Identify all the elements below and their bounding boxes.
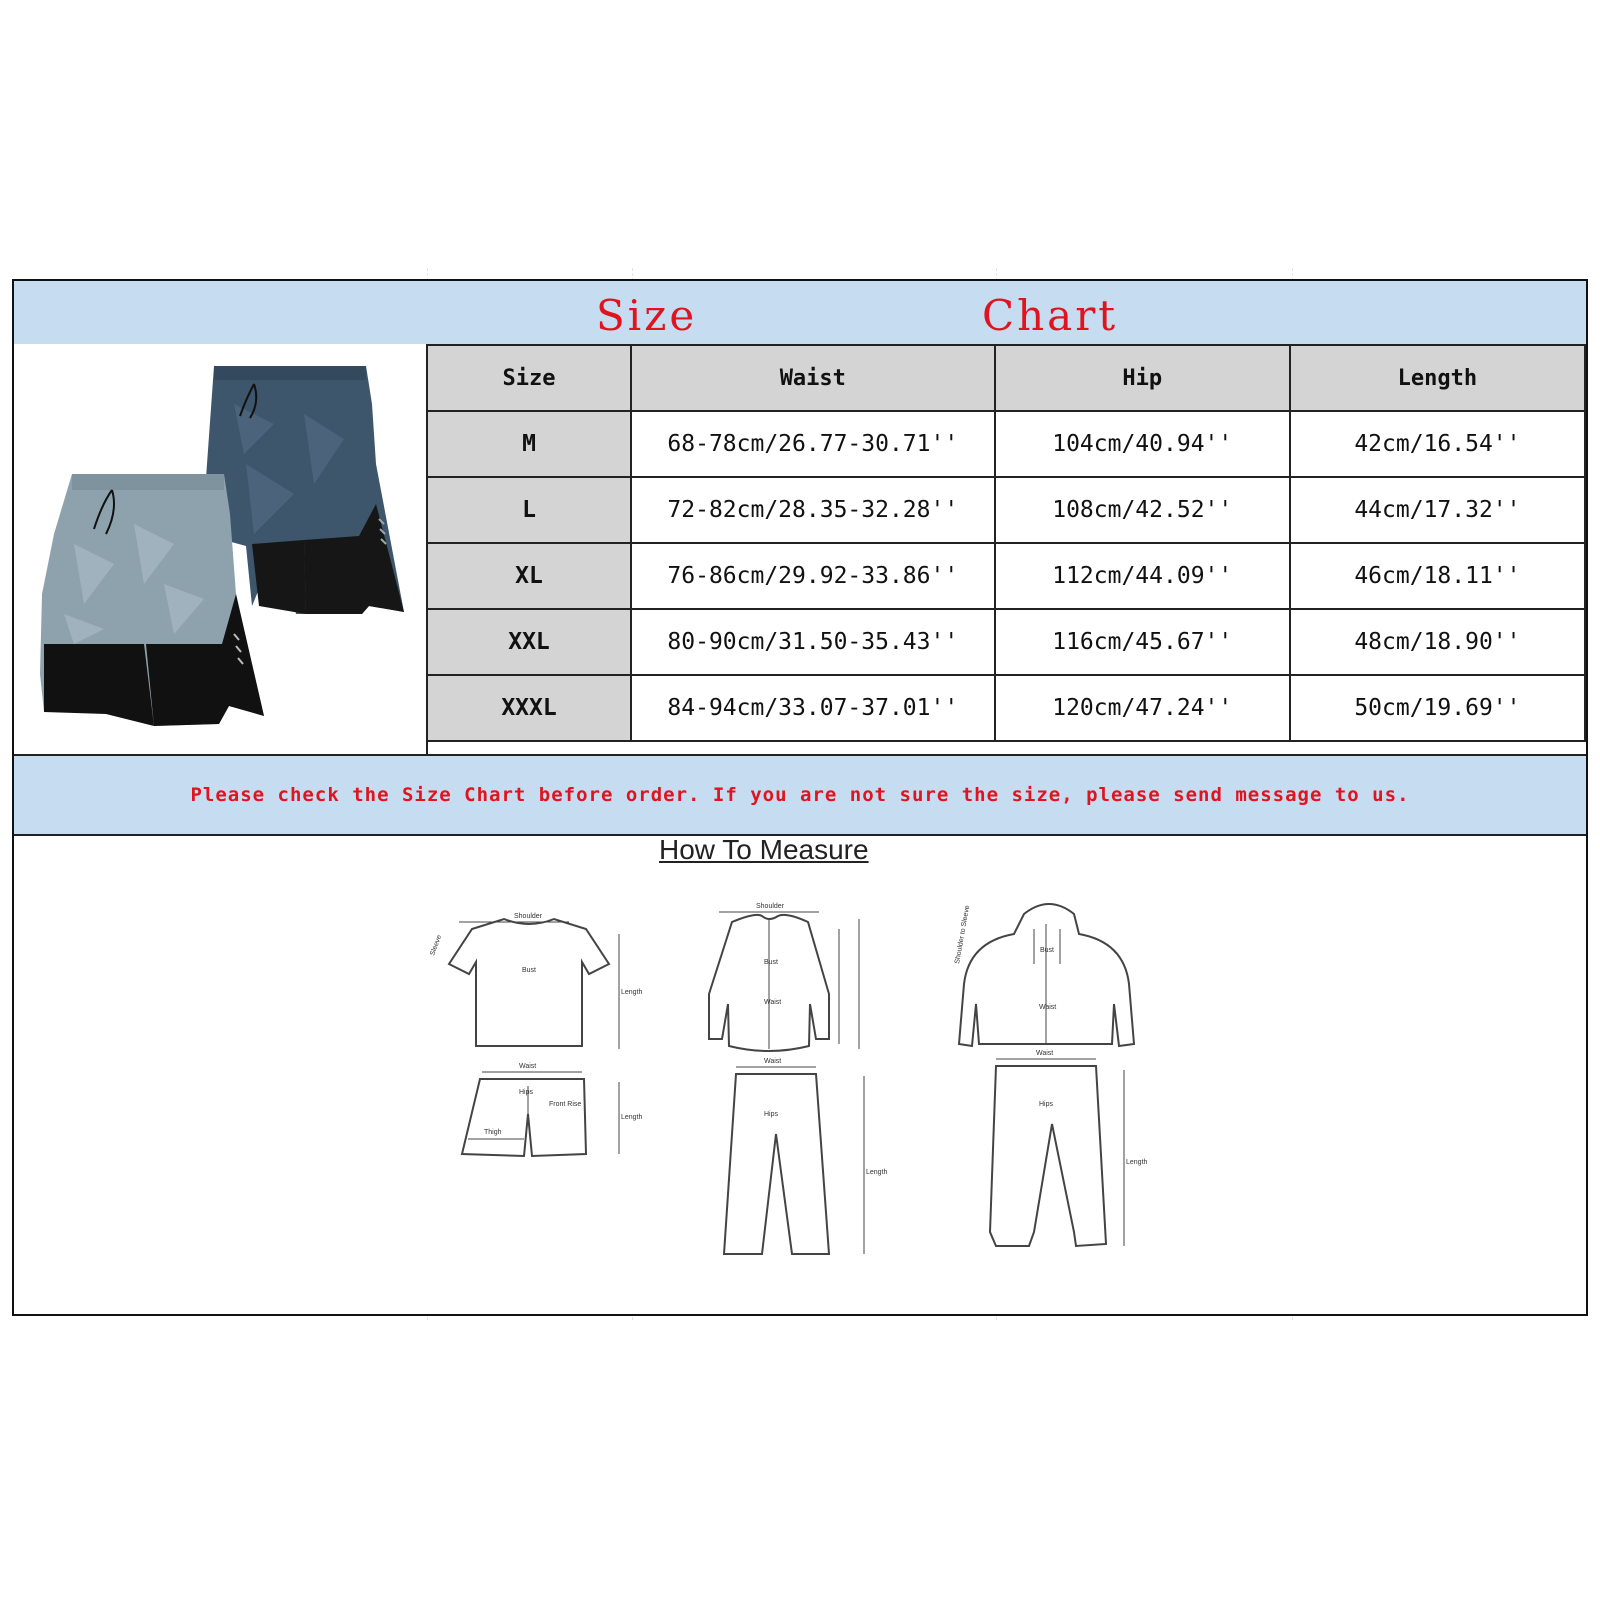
header-length: Length bbox=[1290, 345, 1585, 411]
length-cell: 42cm/16.54'' bbox=[1290, 411, 1585, 477]
waist-cell: 72-82cm/28.35-32.28'' bbox=[631, 477, 995, 543]
waist-cell: 68-78cm/26.77-30.71'' bbox=[631, 411, 995, 477]
size-table bbox=[426, 344, 1586, 742]
hip-cell: 104cm/40.94'' bbox=[995, 411, 1290, 477]
label-hips-shorts: Hips bbox=[519, 1089, 534, 1096]
hip-cell: 116cm/45.67'' bbox=[995, 609, 1290, 675]
header-hip: Hip bbox=[995, 345, 1290, 411]
table-row bbox=[427, 609, 1585, 675]
label-length-tshirt: Length bbox=[621, 989, 643, 996]
table-row bbox=[427, 675, 1585, 741]
size-cell: M bbox=[427, 411, 631, 477]
label-bust: Bust bbox=[522, 967, 537, 974]
label-hips-jogger: Hips bbox=[1039, 1101, 1054, 1108]
how-to-measure-section bbox=[384, 834, 1224, 1294]
header-waist: Waist bbox=[631, 345, 995, 411]
notice-banner bbox=[14, 754, 1586, 836]
label-length-pants: Length bbox=[866, 1169, 888, 1176]
label-waist-pants: Waist bbox=[764, 1058, 782, 1065]
hip-cell: 120cm/47.24'' bbox=[995, 675, 1290, 741]
label-front-rise: Front Rise bbox=[549, 1101, 582, 1108]
hip-cell: 112cm/44.09'' bbox=[995, 543, 1290, 609]
length-cell: 46cm/18.11'' bbox=[1290, 543, 1585, 609]
size-cell: XXL bbox=[427, 609, 631, 675]
how-to-measure-heading: How To Measure bbox=[659, 834, 869, 865]
label-shoulder-shirt: Shoulder bbox=[756, 903, 785, 910]
label-thigh: Thigh bbox=[484, 1129, 502, 1136]
hoodie-diagram bbox=[959, 904, 1134, 1246]
size-cell: XL bbox=[427, 543, 631, 609]
label-bust-shirt: Bust bbox=[764, 959, 779, 966]
label-sleeve: Sleeve bbox=[429, 934, 444, 957]
label-waist-shorts: Waist bbox=[519, 1063, 537, 1070]
table-row bbox=[427, 477, 1585, 543]
label-length-shorts: Length bbox=[621, 1114, 643, 1121]
length-cell: 44cm/17.32'' bbox=[1290, 477, 1585, 543]
size-chart-frame bbox=[12, 279, 1588, 1316]
size-cell: XXXL bbox=[427, 675, 631, 741]
table-row bbox=[427, 543, 1585, 609]
label-waist-jogger: Waist bbox=[1036, 1050, 1054, 1057]
title-word-chart: Chart bbox=[982, 291, 1119, 340]
shirt-diagram bbox=[709, 912, 864, 1254]
label-waist-hoodie: Waist bbox=[1039, 1004, 1057, 1011]
length-cell: 48cm/18.90'' bbox=[1290, 609, 1585, 675]
waist-cell: 84-94cm/33.07-37.01'' bbox=[631, 675, 995, 741]
notice-text: Please check the Size Chart before order. If you are not sure the size, please send message to us. bbox=[190, 784, 1410, 806]
hip-cell: 108cm/42.52'' bbox=[995, 477, 1290, 543]
table-row bbox=[427, 411, 1585, 477]
label-shoulder: Shoulder bbox=[514, 913, 543, 920]
label-shoulder-to-sleeve: Shoulder to Sleeve bbox=[954, 904, 972, 965]
label-bust-hoodie: Bust bbox=[1040, 947, 1055, 954]
title-banner bbox=[14, 281, 1586, 346]
size-cell: L bbox=[427, 477, 631, 543]
waist-cell: 76-86cm/29.92-33.86'' bbox=[631, 543, 995, 609]
title-word-size: Size bbox=[596, 291, 698, 340]
label-waist-shirt: Waist bbox=[764, 999, 782, 1006]
header-size: Size bbox=[427, 345, 631, 411]
product-image bbox=[14, 344, 428, 754]
label-hips-pants: Hips bbox=[764, 1111, 779, 1118]
waist-cell: 80-90cm/31.50-35.43'' bbox=[631, 609, 995, 675]
label-length-jogger: Length bbox=[1126, 1159, 1148, 1166]
length-cell: 50cm/19.69'' bbox=[1290, 675, 1585, 741]
table-header-row bbox=[427, 345, 1585, 411]
tshirt-diagram bbox=[449, 919, 619, 1156]
